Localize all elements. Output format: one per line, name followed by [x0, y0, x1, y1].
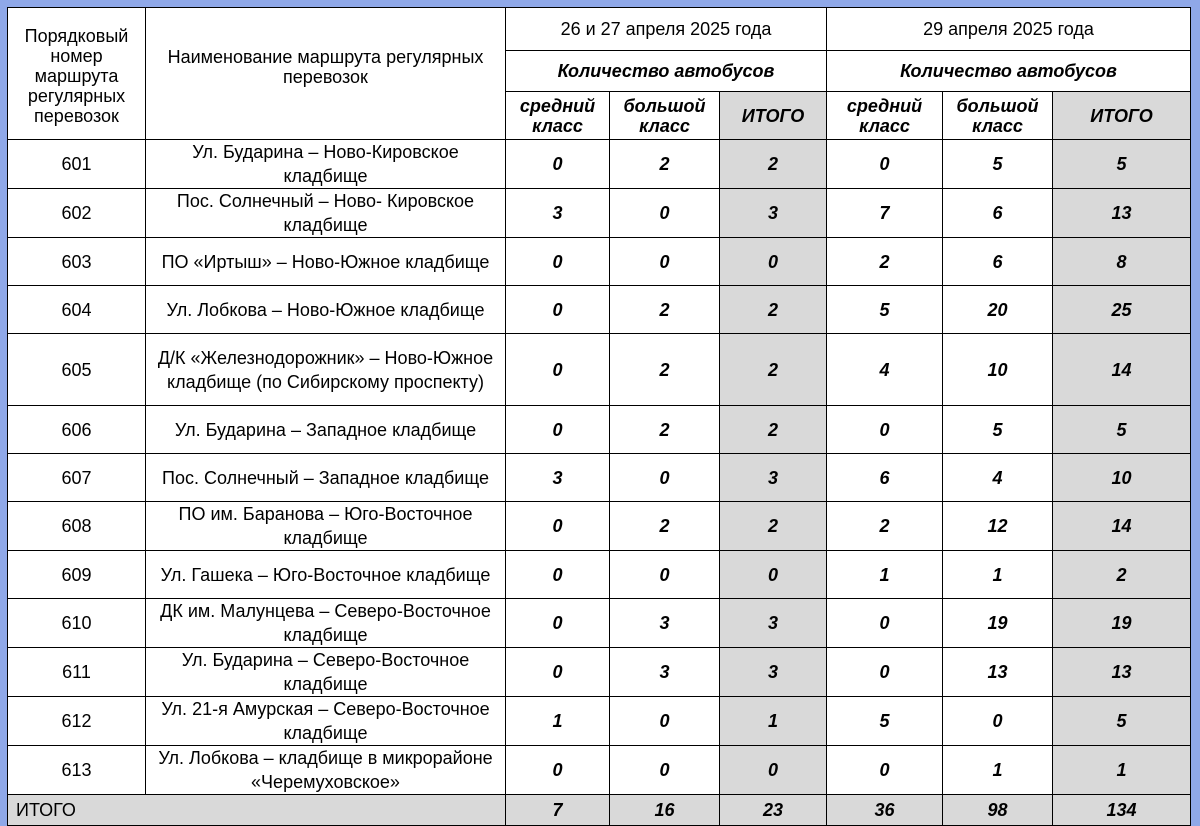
bus-schedule-table	[7, 7, 1191, 826]
table-row	[8, 697, 1191, 746]
p1-medium: 0	[506, 238, 610, 286]
route-number: 602	[8, 189, 146, 238]
period1-large-class-header: большой класс	[610, 92, 720, 140]
p1-total: 0	[720, 551, 827, 599]
p1-medium: 3	[506, 454, 610, 502]
route-number: 610	[8, 599, 146, 648]
table-row	[8, 140, 1191, 189]
p2-total: 5	[1053, 406, 1191, 454]
period2-large-class-header: большой класс	[943, 92, 1053, 140]
p1-medium: 0	[506, 599, 610, 648]
p1-total: 3	[720, 599, 827, 648]
period1-medium-class-header: средний класс	[506, 92, 610, 140]
p1-total: 2	[720, 140, 827, 189]
p2-total: 14	[1053, 502, 1191, 551]
table-row	[8, 746, 1191, 795]
p2-large: 19	[943, 599, 1053, 648]
table-row	[8, 502, 1191, 551]
table-row	[8, 334, 1191, 406]
period2-total-header: ИТОГО	[1053, 92, 1191, 140]
route-name: Ул. Бударина – Западное кладбище	[146, 406, 506, 454]
route-name: ДК им. Малунцева – Северо-Восточное кладбище	[146, 599, 506, 648]
p1-medium: 0	[506, 286, 610, 334]
p2-large: 6	[943, 238, 1053, 286]
p2-medium: 0	[827, 406, 943, 454]
p2-total: 10	[1053, 454, 1191, 502]
p1-large: 2	[610, 406, 720, 454]
p2-large: 5	[943, 406, 1053, 454]
p1-total: 0	[720, 746, 827, 795]
p1-medium: 3	[506, 189, 610, 238]
route-name: ПО им. Баранова – Юго-Восточное кладбище	[146, 502, 506, 551]
p2-total: 1	[1053, 746, 1191, 795]
p1-large: 0	[610, 697, 720, 746]
route-name-header: Наименование маршрута регулярных перевозок	[146, 8, 506, 140]
period2-bus-count-header: Количество автобусов	[827, 51, 1191, 92]
p2-total: 2	[1053, 551, 1191, 599]
p2-large: 13	[943, 648, 1053, 697]
p2-medium: 1	[827, 551, 943, 599]
route-number: 609	[8, 551, 146, 599]
p1-total: 0	[720, 238, 827, 286]
table-body	[8, 140, 1191, 795]
p1-large: 3	[610, 648, 720, 697]
table-frame	[7, 7, 1190, 820]
table-row	[8, 286, 1191, 334]
p1-large: 0	[610, 746, 720, 795]
table-row	[8, 238, 1191, 286]
period1-bus-count-header: Количество автобусов	[506, 51, 827, 92]
p2-medium: 7	[827, 189, 943, 238]
p2-large: 4	[943, 454, 1053, 502]
route-name: Пос. Солнечный – Ново- Кировское кладбище	[146, 189, 506, 238]
p2-medium: 2	[827, 502, 943, 551]
p2-medium: 5	[827, 697, 943, 746]
route-number: 601	[8, 140, 146, 189]
p2-total: 8	[1053, 238, 1191, 286]
p1-medium: 0	[506, 502, 610, 551]
total-p1-large: 16	[610, 795, 720, 826]
p2-large: 0	[943, 697, 1053, 746]
p1-total: 2	[720, 286, 827, 334]
p2-total: 5	[1053, 697, 1191, 746]
total-row	[8, 795, 1191, 826]
p1-large: 0	[610, 551, 720, 599]
p2-medium: 6	[827, 454, 943, 502]
p1-total: 3	[720, 454, 827, 502]
route-name: Ул. Бударина – Ново-Кировское кладбище	[146, 140, 506, 189]
total-p2-total: 134	[1053, 795, 1191, 826]
p2-total: 13	[1053, 189, 1191, 238]
p2-total: 19	[1053, 599, 1191, 648]
p1-total: 2	[720, 334, 827, 406]
p2-total: 13	[1053, 648, 1191, 697]
p1-medium: 0	[506, 334, 610, 406]
table-row	[8, 599, 1191, 648]
table-row	[8, 189, 1191, 238]
route-number: 606	[8, 406, 146, 454]
p1-large: 2	[610, 334, 720, 406]
total-p1-medium: 7	[506, 795, 610, 826]
p2-total: 5	[1053, 140, 1191, 189]
total-label: ИТОГО	[8, 795, 506, 826]
table-row	[8, 454, 1191, 502]
period2-header: 29 апреля 2025 года	[827, 8, 1191, 51]
total-p2-medium: 36	[827, 795, 943, 826]
p2-total: 25	[1053, 286, 1191, 334]
p1-large: 0	[610, 238, 720, 286]
period1-header: 26 и 27 апреля 2025 года	[506, 8, 827, 51]
route-name: Ул. 21-я Амурская – Северо-Восточное кладбище	[146, 697, 506, 746]
p1-medium: 0	[506, 551, 610, 599]
route-number: 603	[8, 238, 146, 286]
p1-medium: 0	[506, 746, 610, 795]
route-name: Ул. Бударина – Северо-Восточное кладбище	[146, 648, 506, 697]
route-name: Ул. Лобкова – кладбище в микрорайоне «Черемуховское»	[146, 746, 506, 795]
p2-large: 10	[943, 334, 1053, 406]
p2-large: 20	[943, 286, 1053, 334]
p2-medium: 2	[827, 238, 943, 286]
route-number-header: Порядковый номер маршрута регулярных перевозок	[8, 8, 146, 140]
p1-large: 3	[610, 599, 720, 648]
p1-total: 3	[720, 189, 827, 238]
route-name: ПО «Иртыш» – Ново-Южное кладбище	[146, 238, 506, 286]
route-number: 608	[8, 502, 146, 551]
p2-medium: 5	[827, 286, 943, 334]
p2-large: 1	[943, 551, 1053, 599]
p1-large: 2	[610, 286, 720, 334]
total-p1-total: 23	[720, 795, 827, 826]
route-number: 612	[8, 697, 146, 746]
p2-total: 14	[1053, 334, 1191, 406]
table-row	[8, 551, 1191, 599]
p2-large: 12	[943, 502, 1053, 551]
table-row	[8, 406, 1191, 454]
p2-large: 6	[943, 189, 1053, 238]
p2-large: 5	[943, 140, 1053, 189]
period2-medium-class-header: средний класс	[827, 92, 943, 140]
route-number: 613	[8, 746, 146, 795]
p1-medium: 0	[506, 648, 610, 697]
p2-medium: 0	[827, 648, 943, 697]
p2-large: 1	[943, 746, 1053, 795]
route-name: Пос. Солнечный – Западное кладбище	[146, 454, 506, 502]
p1-medium: 1	[506, 697, 610, 746]
p2-medium: 4	[827, 334, 943, 406]
p1-medium: 0	[506, 140, 610, 189]
total-p2-large: 98	[943, 795, 1053, 826]
route-number: 611	[8, 648, 146, 697]
route-number: 605	[8, 334, 146, 406]
p1-large: 2	[610, 502, 720, 551]
p2-medium: 0	[827, 140, 943, 189]
route-number: 607	[8, 454, 146, 502]
table-footer	[8, 795, 1191, 826]
p2-medium: 0	[827, 746, 943, 795]
p1-medium: 0	[506, 406, 610, 454]
route-name: Д/К «Железнодорожник» – Ново-Южное кладбище (по Сибирскому проспекту)	[146, 334, 506, 406]
route-number: 604	[8, 286, 146, 334]
period1-total-header: ИТОГО	[720, 92, 827, 140]
p1-total: 3	[720, 648, 827, 697]
p1-total: 1	[720, 697, 827, 746]
p1-large: 0	[610, 189, 720, 238]
route-name: Ул. Лобкова – Ново-Южное кладбище	[146, 286, 506, 334]
route-name: Ул. Гашека – Юго-Восточное кладбище	[146, 551, 506, 599]
p1-total: 2	[720, 406, 827, 454]
table-row	[8, 648, 1191, 697]
p1-total: 2	[720, 502, 827, 551]
p1-large: 2	[610, 140, 720, 189]
p1-large: 0	[610, 454, 720, 502]
p2-medium: 0	[827, 599, 943, 648]
